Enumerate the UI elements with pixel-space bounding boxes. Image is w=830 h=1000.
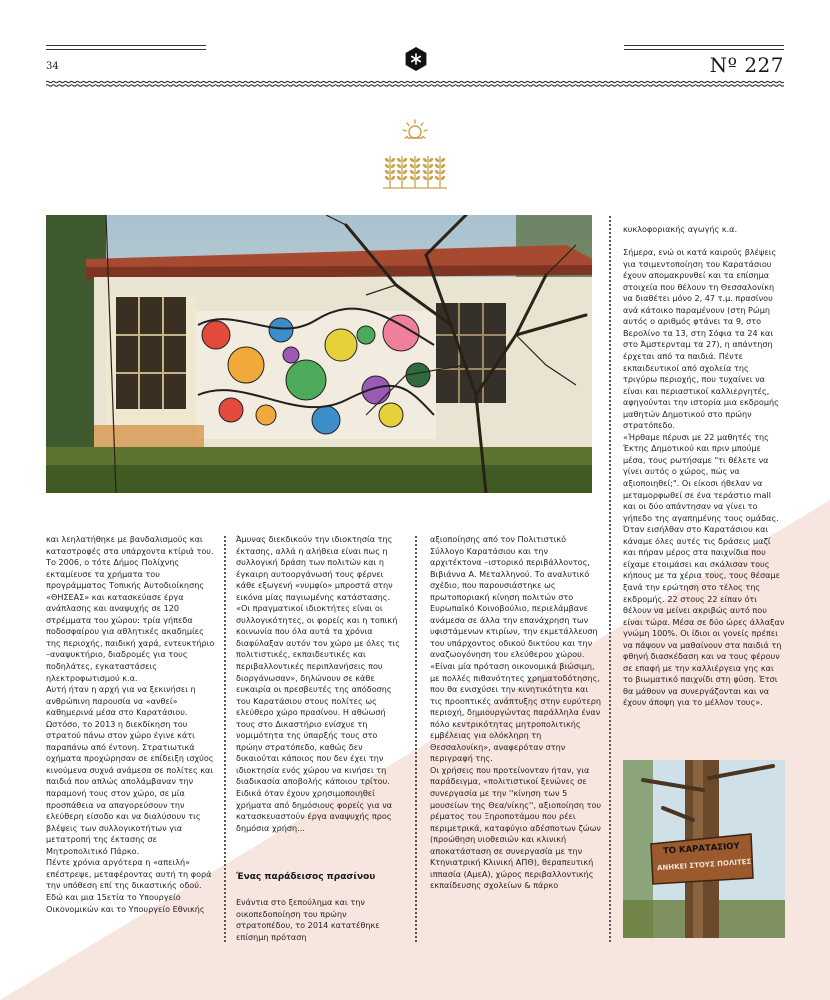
article-column-4: κυκλοφοριακής αγωγής κ.α. Σήμερα, ενώ οι κατά καιρούς βλέψεις για τσιμεντοποίηση του Καρατάσιου έχουν απομακρυνθεί και τα επίσημα στοιχεία που θέλουν τη Θεσσαλονίκη να διαθέτει μόνο 2, 47 τ.μ. πρασίνου ανά κάτοικο παραμένουν (στη Ρώμη αυτός ο αριθμός φτάνει τα 9, στο Βερολίνο τα 13, στη Σόφια τα 24 και στο Άμστερνταμ τα 27), η απάντηση έρχεται από τα παιδιά. Πέντε εκπαιδευτικοί από σχολεία της τριγύρω περιοχής, που τυχαίνει να είναι και περιαστικοί καλλιεργητές, αφηγούνται την ιστορία μια εκδρομής μαθητών Δημοτικού στο πρώην στρατόπεδο. «Ήρθαμε πέρυσι με 22 μαθητές της Έκτης Δημοτικού και πριν μπούμε μέσα, τους ρωτήσαμε "τι θέλετε να γίνει αυτός ο χώρος, πώς να αξιοποιηθεί;". Οι είκοσι ήθελαν να μεταμορφωθεί σε ένα τεράστιο mall και οι δύο απάντησαν να γίνει το γήπεδο της αγαπημένης τους ομάδας. Όταν εισήλθαν στο Καρατάσιου και κάναμε όλες αυτές τις δράσεις μαζί και πήραν μέρος στα παιχνίδια που είχαμε ετοιμάσει και σκάλισαν τους κήπους με τα χέρια τους, τους θέσαμε ξανά την ερώτηση στο τέλος της εκδρομής. 22 στους 22 είπαν ότι θέλουν να μείνει ακριβώς αυτό που είναι τώρα. Μέσα σε δύο ώρες άλλαξαν γνώμη 100%. Οι ίδιοι οι γονείς πρέπει να πάψουν να μαθαίνουν στα παιδιά τη φθηνή διασκέδαση και να τους φέρουν σε επαφή με την καλλιέργεια γης και το βιωματικό παιχνίδι στη φύση. Έτσι θα μάθουν να συνεργάζονται και να έχουν άποψη για το μέλλον τους». [623,224,785,708]
asterisk-badge-icon [404,47,428,71]
article-column-2-bottom: Ενάντια στο ξεπούλημα και την οικοπεδοποίηση του πρώην στρατοπέδου, το 2014 κατατέθηκε επίσημη πρόταση [236,897,380,942]
header-rule-right-1 [624,45,784,46]
article-subheading: Ένας παράδεισος πρασίνου [236,872,376,882]
article-column-1: και λεηλατήθηκε με βανδαλισμούς και καταστροφές στα υπάρχοντα κτίριά του. Το 2006, ο τότε Δήμος Πολίχνης εκταμίευσε τα χρήματα του προγράμματος Τοπικής Αυτοδιοίκησης «ΘΗΣΕΑΣ» και κατασκεύασε έργα ανάπλασης και αναψυχής σε 120 στρέμματα του χώρου: τρία γήπεδα ποδοσφαίρου για αθλητικές ακαδημίες της περιοχής, παιδική χαρά, εντευκτήριο –αναψυκτήριο, διαδρομές για τους ποδηλάτες, εγκαταστάσεις ηλεκτροφωτισμού κ.α. Αυτή ήταν η αρχή για να ξεκινήσει η ανθρώπινη παρουσία να «ανθεί» καθημερινά μέσα στο Καρατάσιου. Ωστόσο, το 2013 η διεκδίκηση του στρατού πάνω στον χώρο έγινε κάτι παραπάνω από έντονη. Στρατιωτικά οχήματα προχώρησαν σε επίδειξη ισχύος κινούμενα συχνά ανάμεσα σε πολίτες και παιδιά που απλώς απολάμβαναν την παραμονή τους στον χώρο, σε μία προσπάθεια να απαγορεύσουν την ελεύθερη είσοδο και να διαλύσουν τις βλέψεις των συλλογικοτήτων για μετατροπή της έκτασης σε Μητροπολιτικό Πάρκο. Πέντε χρόνια αργότερα η «απειλή» επέστρεψε, μεταφέροντας αυτή τη φορά την υπόθεση επί της δικαστικής οδού. Εδώ και μια 15ετία το Υπουργείο Οικονομικών και το Υπουργείο Εθνικής [46,534,215,914]
tree-sign-line-1: ΤΟ ΚΑΡΑΤΑΣΙΟΥ [662,841,740,857]
issue-number: Nº 227 [709,53,784,77]
page-number: 34 [46,61,59,72]
header-rule-right-2 [624,49,784,50]
karatasiou-building-photo [46,215,592,493]
column-divider [224,536,226,942]
column-divider [609,216,611,942]
tree-sign-line-2: ΑΝΗΚΕΙ ΣΤΟΥΣ ΠΟΛΙΤΕΣ [656,857,752,873]
wavy-divider [46,80,784,88]
article-column-3: αξιοποίησης από τον Πολιτιστικό Σύλλογο Καρατάσιου και την αρχιτέκτονα –ιστορικό περιβάλλοντος, Βιβιάννα Α. Μεταλληνού. Το αναλυτικό σχέδιο, που παρουσιάστηκε ως πρωτοποριακή κίνηση πολιτών στο Ευρωπαϊκό Κοινοβούλιο, περιελάμβανε ανάμεσα σε άλλα την επανάχρηση των υφιστάμενων κτιρίων, την εκμετάλλευση του υπάρχοντος οδικού δικτύου και την αναζωογόνηση του ελεύθερου χώρου. «Είναι μία πρόταση οικονομικά βιώσιμη, με πολλές πιθανότητες χρηματοδότησης, που θα ενισχύσει την κινητικότητα και τις προοπτικές ανάπτυξης στην ευρύτερη περιοχή, δημιουργώντας παράλληλα έναν πόλο κεντρικότητας μητροπολιτικής εμβέλειας για ολόκληρη τη Θεσσαλονίκη», αναφερόταν στην περιγραφή της. Οι χρήσεις που προτείνονταν ήταν, για παράδειγμα, «πολιτιστικοί ξενώνες σε συνεργασία με την ''κίνηση των 5 μουσείων της Θεα/νίκης'', αξιοποίηση του ρέματος του Ξηροποτάμου που ρέει περιμετρικά, καταφύγιο αδέσποτων ζώων (προώθηση υιοθεσιών και κλινική αποκατάσταση σε συνεργασία με την Κτηνιατρική Κλινική ΑΠΘ), θεραπευτική ιππασία (ΑμεΑ), χώρος περιβαλλοντικής εκπαίδευσης σχολείων & πάρκο [430,534,602,891]
article-column-2: Άμυνας διεκδικούν την ιδιοκτησία της έκτασης, αλλά η αλήθεια είναι πως η συλλογική δράση των πολιτών και η έγκαιρη αυτοοργάνωσή τους φέρνει κάθε εξωγενή «νυμφίο» μπροστά στην εικόνα μίας παγιωμένης κατάστασης. «Οι πραγματικοί ιδιοκτήτες είναι οι συλλογικότητες, οι φορείς και η τοπική κοινωνία που όλα αυτά τα χρόνια διαφύλαξαν αυτόν τον χώρο με όλες τις πολιτιστικές, εκπαιδευτικές και περιβαλλοντικές περιπλανήσεις που διοργάνωσαν», δηλώνουν σε κάθε ευκαιρία οι πρεσβευτές της απόδοσης του Καρατάσιου στους πολίτες ως ελεύθερο χώρο πρασίνου. Η αθώωσή τους στο Δικαστήριο ενίσχυε τη νομιμότητα της ύπαρξής τους στο πρώην στρατόπεδο, καθώς δεν δικαιούται κάποιος που δεν έχει την ιδιοκτησία ενός χώρου να κινήσει τη διαδικασία αποβολής κάποιου τρίτου. Ειδικά όταν έχουν χρησιμοποιηθεί χρήματα από δημόσιους φορείς για να κατασκευαστούν έργα αναψυχής προς δημόσια χρήση... [236,534,400,833]
column-divider [415,536,417,942]
tree-sign-photo [623,760,785,938]
header-rule-left-2 [46,49,206,50]
header-rule-left-1 [46,45,206,46]
sun-over-wheat-logo-icon [378,118,452,192]
